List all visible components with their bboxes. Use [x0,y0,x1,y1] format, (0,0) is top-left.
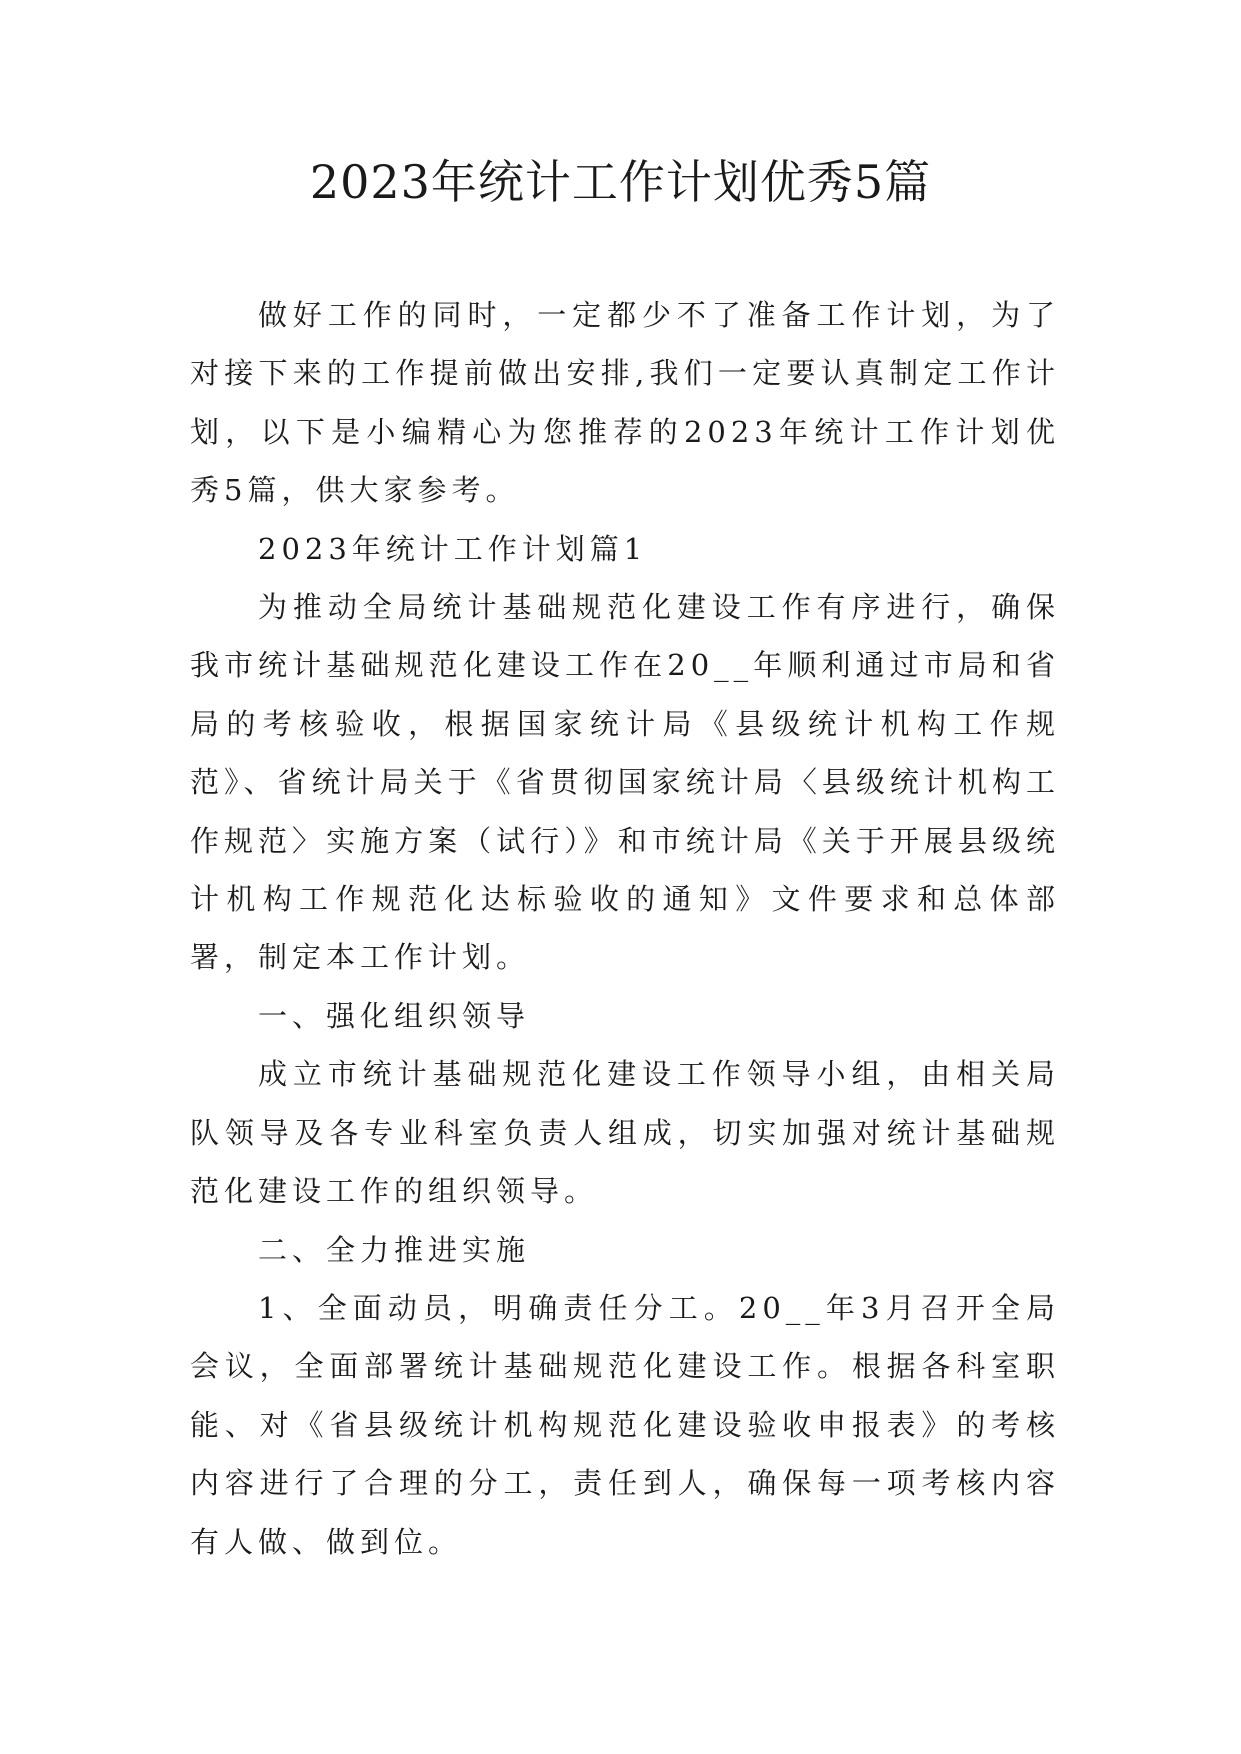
organization-paragraph: 成立市统计基础规范化建设工作领导小组，由相关局队领导及各专业科室负责人组成，切实加强对统计基础规范化建设工作的组织领导。 [190,1057,1060,1209]
document-body [190,286,1060,1571]
subheading-organization: 一、强化组织领导 [258,998,531,1033]
intro-paragraph: 做好工作的同时，一定都少不了准备工作计划，为了对接下来的工作提前做出安排,我们一定要认真制定工作计划，以下是小编精心为您推荐的2023年统计工作计划优秀5篇，供大家参考。 [190,298,1060,508]
section-heading-plan-1: 2023年统计工作计划篇1 [258,531,648,566]
subheading-implementation: 二、全力推进实施 [258,1232,531,1267]
implementation-paragraph: 1、全面动员，明确责任分工。20__年3月召开全局会议，全面部署统计基础规范化建设工作。根据各科室职能、对《省县级统计机构规范化建设验收申报表》的考核内容进行了合理的分工，责任到人，确保每一项考核内容有人做、做到位。 [190,1290,1060,1559]
document-title: 2023年统计工作计划优秀5篇 [309,155,932,209]
plan-1-intro-paragraph: 为推动全局统计基础规范化建设工作有序进行，确保我市统计基础规范化建设工作在20__年顺利通过市局和省局的考核验收，根据国家统计局《县级统计机构工作规范》、省统计局关于《省贯彻国家统计局〈县级统计机构工作规范〉实施方案（试行）》和市统计局《关于开展县级统计机构工作规范化达标验收的通知》文件要求和总体部署，制定本工作计划。 [190,590,1060,975]
